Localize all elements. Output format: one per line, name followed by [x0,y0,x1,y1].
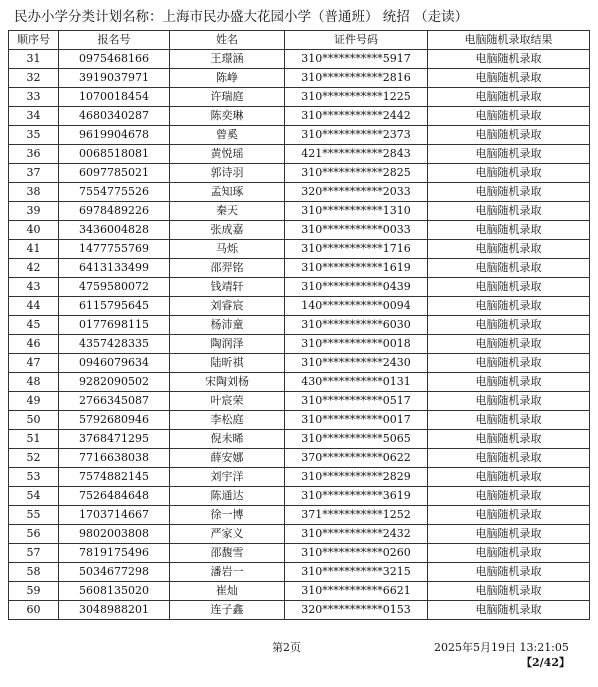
cell-name: 张成嘉 [170,221,285,240]
cell-id-number: 310***********3619 [285,487,428,506]
cell-registration-number: 4680340287 [59,107,170,126]
cell-name: 王璟涵 [170,50,285,69]
cell-id-number: 430***********0131 [285,373,428,392]
page-count: 【2/42】 [521,656,570,669]
cell-name: 陶润泽 [170,335,285,354]
cell-id-number: 140***********0094 [285,297,428,316]
cell-sequence: 60 [9,601,59,620]
cell-registration-number: 4357428335 [59,335,170,354]
table-row [9,183,590,202]
table-row [9,259,590,278]
cell-result: 电脑随机录取 [428,126,590,145]
cell-registration-number: 6097785021 [59,164,170,183]
cell-registration-number: 0975468166 [59,50,170,69]
document-title: 民办小学分类计划名称：上海市民办盛大花园小学（普通班） 统招 （走读） [14,9,469,25]
cell-result: 电脑随机录取 [428,316,590,335]
table-row [9,126,590,145]
cell-registration-number: 1477755769 [59,240,170,259]
table-header-row [9,31,590,50]
header-id-number: 证件号码 [285,31,428,50]
cell-result: 电脑随机录取 [428,278,590,297]
header-name: 姓名 [170,31,285,50]
cell-name: 孟知琢 [170,183,285,202]
cell-registration-number: 7574882145 [59,468,170,487]
cell-name: 严家义 [170,525,285,544]
cell-id-number: 421***********2843 [285,145,428,164]
cell-name: 陆昕祺 [170,354,285,373]
header-result: 电脑随机录取结果 [428,31,590,50]
table-row [9,335,590,354]
table-row [9,373,590,392]
table-row [9,392,590,411]
page-number: 第2页 [272,641,301,654]
table-row [9,544,590,563]
cell-registration-number: 2766345087 [59,392,170,411]
table-row [9,297,590,316]
cell-registration-number: 5034677298 [59,563,170,582]
cell-result: 电脑随机录取 [428,202,590,221]
cell-sequence: 35 [9,126,59,145]
cell-sequence: 59 [9,582,59,601]
cell-id-number: 310***********1310 [285,202,428,221]
cell-name: 倪未晞 [170,430,285,449]
cell-sequence: 46 [9,335,59,354]
table-row [9,240,590,259]
cell-registration-number: 6413133499 [59,259,170,278]
cell-id-number: 310***********2816 [285,69,428,88]
cell-registration-number: 1070018454 [59,88,170,107]
cell-name: 郭诗羽 [170,164,285,183]
cell-name: 陈通达 [170,487,285,506]
cell-registration-number: 6115795645 [59,297,170,316]
table-row [9,449,590,468]
cell-registration-number: 0946079634 [59,354,170,373]
table-row [9,487,590,506]
cell-sequence: 36 [9,145,59,164]
cell-id-number: 310***********0017 [285,411,428,430]
cell-registration-number: 7819175496 [59,544,170,563]
cell-registration-number: 7526484648 [59,487,170,506]
cell-registration-number: 7716638038 [59,449,170,468]
cell-result: 电脑随机录取 [428,107,590,126]
cell-registration-number: 3048988201 [59,601,170,620]
cell-result: 电脑随机录取 [428,601,590,620]
cell-id-number: 371***********1252 [285,506,428,525]
cell-sequence: 42 [9,259,59,278]
cell-name: 徐一博 [170,506,285,525]
table-row [9,316,590,335]
cell-id-number: 310***********5065 [285,430,428,449]
cell-sequence: 57 [9,544,59,563]
cell-id-number: 310***********1716 [285,240,428,259]
table-row [9,468,590,487]
cell-registration-number: 5608135020 [59,582,170,601]
cell-registration-number: 9802003808 [59,525,170,544]
table-row [9,164,590,183]
cell-result: 电脑随机录取 [428,449,590,468]
cell-name: 刘睿宸 [170,297,285,316]
cell-id-number: 310***********6621 [285,582,428,601]
cell-id-number: 310***********0517 [285,392,428,411]
cell-registration-number: 9619904678 [59,126,170,145]
cell-name: 秦天 [170,202,285,221]
cell-registration-number: 7554775526 [59,183,170,202]
cell-name: 杨沛童 [170,316,285,335]
cell-sequence: 52 [9,449,59,468]
table-body [9,50,590,620]
cell-sequence: 49 [9,392,59,411]
cell-sequence: 33 [9,88,59,107]
cell-name: 叶宸荣 [170,392,285,411]
cell-name: 钱靖轩 [170,278,285,297]
table-row [9,145,590,164]
table-row [9,354,590,373]
cell-name: 宋陶刘杨 [170,373,285,392]
cell-id-number: 310***********0260 [285,544,428,563]
cell-sequence: 43 [9,278,59,297]
cell-name: 陈奕琳 [170,107,285,126]
table-row [9,430,590,449]
header-registration-number: 报名号 [59,31,170,50]
cell-id-number: 310***********6030 [285,316,428,335]
cell-name: 李松庭 [170,411,285,430]
cell-result: 电脑随机录取 [428,297,590,316]
cell-name: 曾奚 [170,126,285,145]
cell-result: 电脑随机录取 [428,221,590,240]
cell-sequence: 55 [9,506,59,525]
cell-name: 薛安娜 [170,449,285,468]
print-datetime: 2025年5月19日 13:21:05 [434,641,569,654]
table-row [9,278,590,297]
cell-registration-number: 1703714667 [59,506,170,525]
cell-id-number: 310***********2373 [285,126,428,145]
cell-sequence: 41 [9,240,59,259]
cell-name: 潘岩一 [170,563,285,582]
cell-sequence: 56 [9,525,59,544]
table-row [9,107,590,126]
cell-result: 电脑随机录取 [428,506,590,525]
table-row [9,601,590,620]
cell-result: 电脑随机录取 [428,69,590,88]
cell-registration-number: 3436004828 [59,221,170,240]
cell-sequence: 32 [9,69,59,88]
cell-result: 电脑随机录取 [428,88,590,107]
cell-result: 电脑随机录取 [428,145,590,164]
cell-name: 连子鑫 [170,601,285,620]
cell-name: 黄悦瑶 [170,145,285,164]
cell-result: 电脑随机录取 [428,50,590,69]
cell-name: 刘宇洋 [170,468,285,487]
cell-result: 电脑随机录取 [428,335,590,354]
cell-id-number: 310***********2430 [285,354,428,373]
cell-name: 崔灿 [170,582,285,601]
table-row [9,88,590,107]
cell-sequence: 47 [9,354,59,373]
header-sequence: 顺序号 [9,31,59,50]
cell-name: 邵馥雪 [170,544,285,563]
cell-sequence: 53 [9,468,59,487]
cell-sequence: 39 [9,202,59,221]
cell-result: 电脑随机录取 [428,354,590,373]
cell-name: 马烁 [170,240,285,259]
cell-registration-number: 0177698115 [59,316,170,335]
table-row [9,563,590,582]
cell-result: 电脑随机录取 [428,582,590,601]
cell-id-number: 310***********1225 [285,88,428,107]
cell-sequence: 34 [9,107,59,126]
cell-name: 邵羿铭 [170,259,285,278]
table-row [9,525,590,544]
cell-registration-number: 6978489226 [59,202,170,221]
table-row [9,582,590,601]
cell-sequence: 31 [9,50,59,69]
cell-result: 电脑随机录取 [428,240,590,259]
cell-result: 电脑随机录取 [428,525,590,544]
cell-result: 电脑随机录取 [428,164,590,183]
cell-sequence: 44 [9,297,59,316]
cell-result: 电脑随机录取 [428,373,590,392]
cell-id-number: 310***********2829 [285,468,428,487]
cell-id-number: 320***********0153 [285,601,428,620]
cell-result: 电脑随机录取 [428,392,590,411]
cell-result: 电脑随机录取 [428,487,590,506]
cell-id-number: 370***********0622 [285,449,428,468]
cell-registration-number: 9282090502 [59,373,170,392]
table-row [9,202,590,221]
cell-result: 电脑随机录取 [428,563,590,582]
cell-sequence: 40 [9,221,59,240]
cell-result: 电脑随机录取 [428,468,590,487]
cell-result: 电脑随机录取 [428,544,590,563]
cell-registration-number: 5792680946 [59,411,170,430]
cell-sequence: 54 [9,487,59,506]
cell-id-number: 310***********2432 [285,525,428,544]
cell-result: 电脑随机录取 [428,411,590,430]
cell-id-number: 310***********0033 [285,221,428,240]
table-row [9,221,590,240]
cell-sequence: 51 [9,430,59,449]
cell-registration-number: 3919037971 [59,69,170,88]
cell-id-number: 310***********5917 [285,50,428,69]
cell-id-number: 310***********0439 [285,278,428,297]
cell-id-number: 310***********1619 [285,259,428,278]
cell-id-number: 310***********3215 [285,563,428,582]
cell-id-number: 320***********2033 [285,183,428,202]
cell-name: 陈峥 [170,69,285,88]
cell-result: 电脑随机录取 [428,430,590,449]
cell-sequence: 37 [9,164,59,183]
cell-result: 电脑随机录取 [428,183,590,202]
cell-sequence: 50 [9,411,59,430]
cell-sequence: 58 [9,563,59,582]
cell-id-number: 310***********2442 [285,107,428,126]
table-row [9,506,590,525]
cell-name: 许瑞庭 [170,88,285,107]
table-row [9,69,590,88]
cell-id-number: 310***********0018 [285,335,428,354]
cell-registration-number: 3768471295 [59,430,170,449]
cell-registration-number: 0068518081 [59,145,170,164]
table-row [9,411,590,430]
cell-result: 电脑随机录取 [428,259,590,278]
cell-sequence: 45 [9,316,59,335]
cell-id-number: 310***********2825 [285,164,428,183]
cell-sequence: 48 [9,373,59,392]
cell-registration-number: 4759580072 [59,278,170,297]
cell-sequence: 38 [9,183,59,202]
admission-results-table [8,30,590,620]
table-row [9,50,590,69]
